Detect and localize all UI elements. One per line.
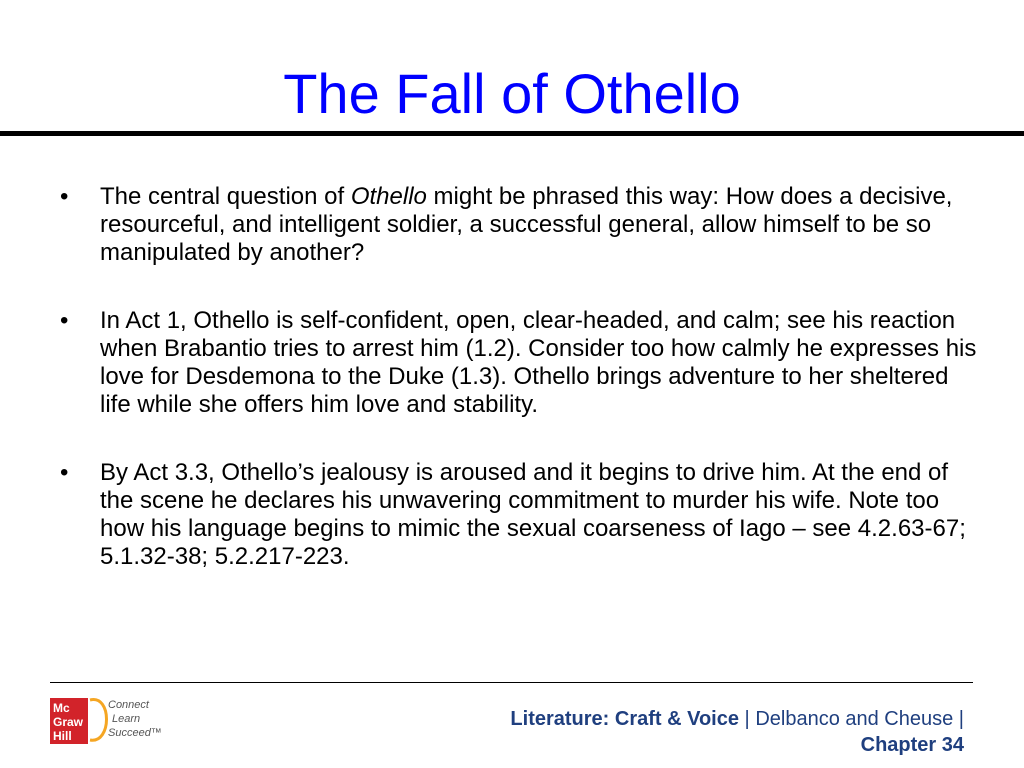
bullet-item (60, 307, 980, 419)
logo-tagline-line-3: Succeed™ (108, 727, 162, 739)
bullet-item (60, 183, 980, 267)
bullet-marker: • (60, 183, 69, 210)
footer-book-title: Literature: Craft & Voice (510, 708, 739, 730)
logo-publisher-line-1: Mc (53, 701, 70, 715)
footer-chapter: Chapter 34 (860, 734, 964, 756)
bullet-text-emphasis: Othello (350, 183, 427, 210)
bullet-text-after: might be phrased this way: How does a decisive, resourceful, and intelligent soldier, a successful general, allow himself to be so manipulated by another? (100, 183, 953, 266)
bullet-marker: • (60, 459, 69, 486)
publisher-logo (50, 690, 180, 748)
bullet-text: In Act 1, Othello is self-confident, open, clear-headed, and calm; see his reaction when Brabantio tries to arrest him (1.2). Consider too how calmly he expresses his love for Desdemona to the Duke (1.3). Othello brings adventure to her sheltered life while she offers him love and stability. (100, 307, 977, 418)
footer-citation (404, 706, 964, 758)
bullet-item (60, 459, 980, 571)
footer-authors: Delbanco and Cheuse (755, 708, 954, 730)
footer-separator: | (739, 708, 756, 730)
logo-swoosh-icon (90, 699, 107, 740)
bullet-text-before: The central question of (100, 183, 351, 210)
footer-separator-2: | (953, 708, 964, 730)
logo-tagline-line-2: Learn (112, 713, 141, 725)
title-divider (0, 131, 1024, 136)
bullet-text (100, 183, 952, 266)
logo-publisher-line-3: Hill (53, 729, 72, 743)
bullet-marker: • (60, 307, 69, 334)
slide-title: The Fall of Othello (283, 62, 741, 125)
logo-tagline-line-1: Connect (108, 699, 149, 711)
logo-publisher-line-2: Graw (53, 715, 84, 729)
bullet-list (60, 183, 980, 611)
footer-divider (50, 682, 973, 683)
bullet-text: By Act 3.3, Othello’s jealousy is aroused and it begins to drive him. At the end of the scene he declares his unwavering commitment to murder his wife. Note too how his language begins to mimic the sexual coarseness of Iago – see 4.2.63-67; 5.1.32-38; 5.2.217-223. (100, 459, 966, 570)
